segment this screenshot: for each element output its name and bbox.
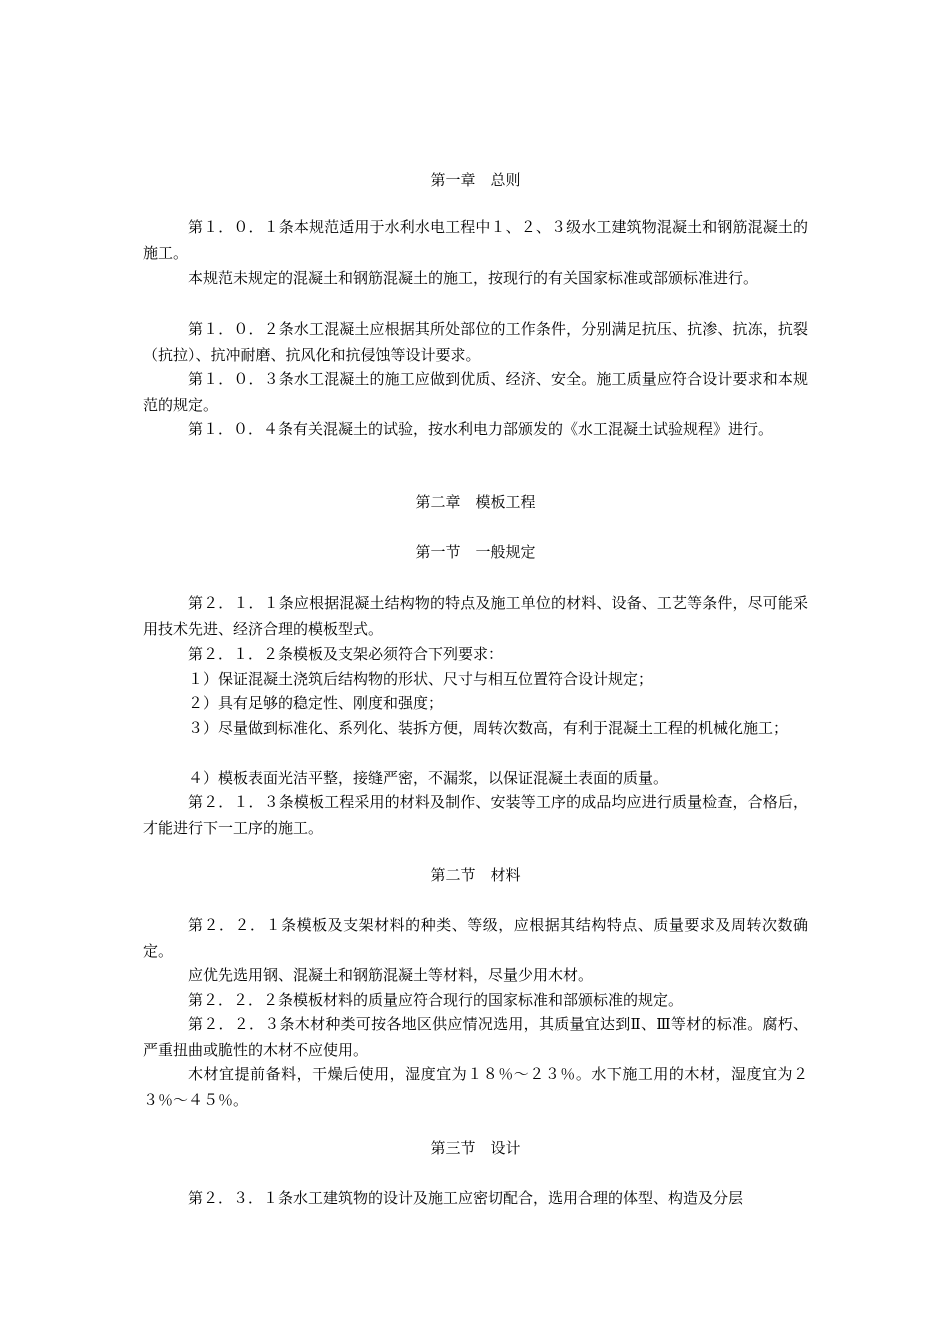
section-1-title: 第一节 一般规定 bbox=[415, 543, 536, 561]
article-1-0-1: 第１．０．１条本规范适用于水利水电工程中１、２、３级水工建筑物混凝土和钢筋混凝土的施工。 bbox=[143, 218, 808, 262]
article-2-1-3: 第２．１．３条模板工程采用的材料及制作、安装等工序的成品均应进行质量检查，合格后，才能进行下一工序的施工。 bbox=[143, 793, 808, 837]
chapter-2-title: 第二章 模板工程 bbox=[415, 493, 536, 511]
list-item-1: １）保证混凝土浇筑后结构物的形状、尺寸与相互位置符合设计规定； bbox=[188, 670, 654, 688]
article-2-3-1: 第２．３．１条水工建筑物的设计及施工应密切配合，选用合理的体型、构造及分层 bbox=[188, 1189, 744, 1207]
list-item-3: ３）尽量做到标准化、系列化、装拆方便，周转次数高，有利于混凝土工程的机械化施工； bbox=[188, 719, 789, 737]
paragraph-scope-note: 本规范未规定的混凝土和钢筋混凝土的施工，按现行的有关国家标准或部颁标准进行。 bbox=[188, 269, 759, 287]
chapter-1-title: 第一章 总则 bbox=[430, 171, 521, 189]
section-3-title: 第三节 设计 bbox=[430, 1139, 521, 1157]
article-2-1-2: 第２．１．２条模板及支架必须符合下列要求： bbox=[188, 645, 504, 663]
list-item-4: ４）模板表面光洁平整，接缝严密，不漏浆，以保证混凝土表面的质量。 bbox=[188, 769, 669, 787]
article-1-0-2: 第１．０．２条水工混凝土应根据其所处部位的工作条件，分别满足抗压、抗渗、抗冻，抗裂（抗拉）、抗冲耐磨、抗风化和抗侵蚀等设计要求。 bbox=[143, 320, 808, 364]
article-2-2-1: 第２．２．１条模板及支架材料的种类、等级，应根据其结构特点、质量要求及周转次数确定。 bbox=[143, 916, 808, 960]
list-item-2: ２）具有足够的稳定性、刚度和强度； bbox=[188, 694, 444, 712]
article-1-0-3: 第１．０．３条水工混凝土的施工应做到优质、经济、安全。施工质量应符合设计要求和本规范的规定。 bbox=[143, 370, 808, 414]
paragraph-material-preference: 应优先选用钢、混凝土和钢筋混凝土等材料，尽量少用木材。 bbox=[188, 966, 594, 984]
paragraph-wood-humidity: 木材宜提前备料，干燥后使用，湿度宜为１８％～２３％。水下施工用的木材，湿度宜为２３％～４５％。 bbox=[143, 1065, 808, 1109]
section-2-title: 第二节 材料 bbox=[430, 866, 521, 884]
article-2-1-1: 第２．１．１条应根据混凝土结构物的特点及施工单位的材料、设备、工艺等条件，尽可能采用技术先进、经济合理的模板型式。 bbox=[143, 594, 808, 638]
article-2-2-3: 第２．２．３条木材种类可按各地区供应情况选用，其质量宜达到Ⅱ、Ⅲ等材的标准。腐朽、严重扭曲或脆性的木材不应使用。 bbox=[143, 1015, 808, 1059]
article-1-0-4: 第１．０．４条有关混凝土的试验，按水利电力部颁发的《水工混凝土试验规程》进行。 bbox=[188, 420, 774, 438]
article-2-2-2: 第２．２．２条模板材料的质量应符合现行的国家标准和部颁标准的规定。 bbox=[188, 991, 684, 1009]
